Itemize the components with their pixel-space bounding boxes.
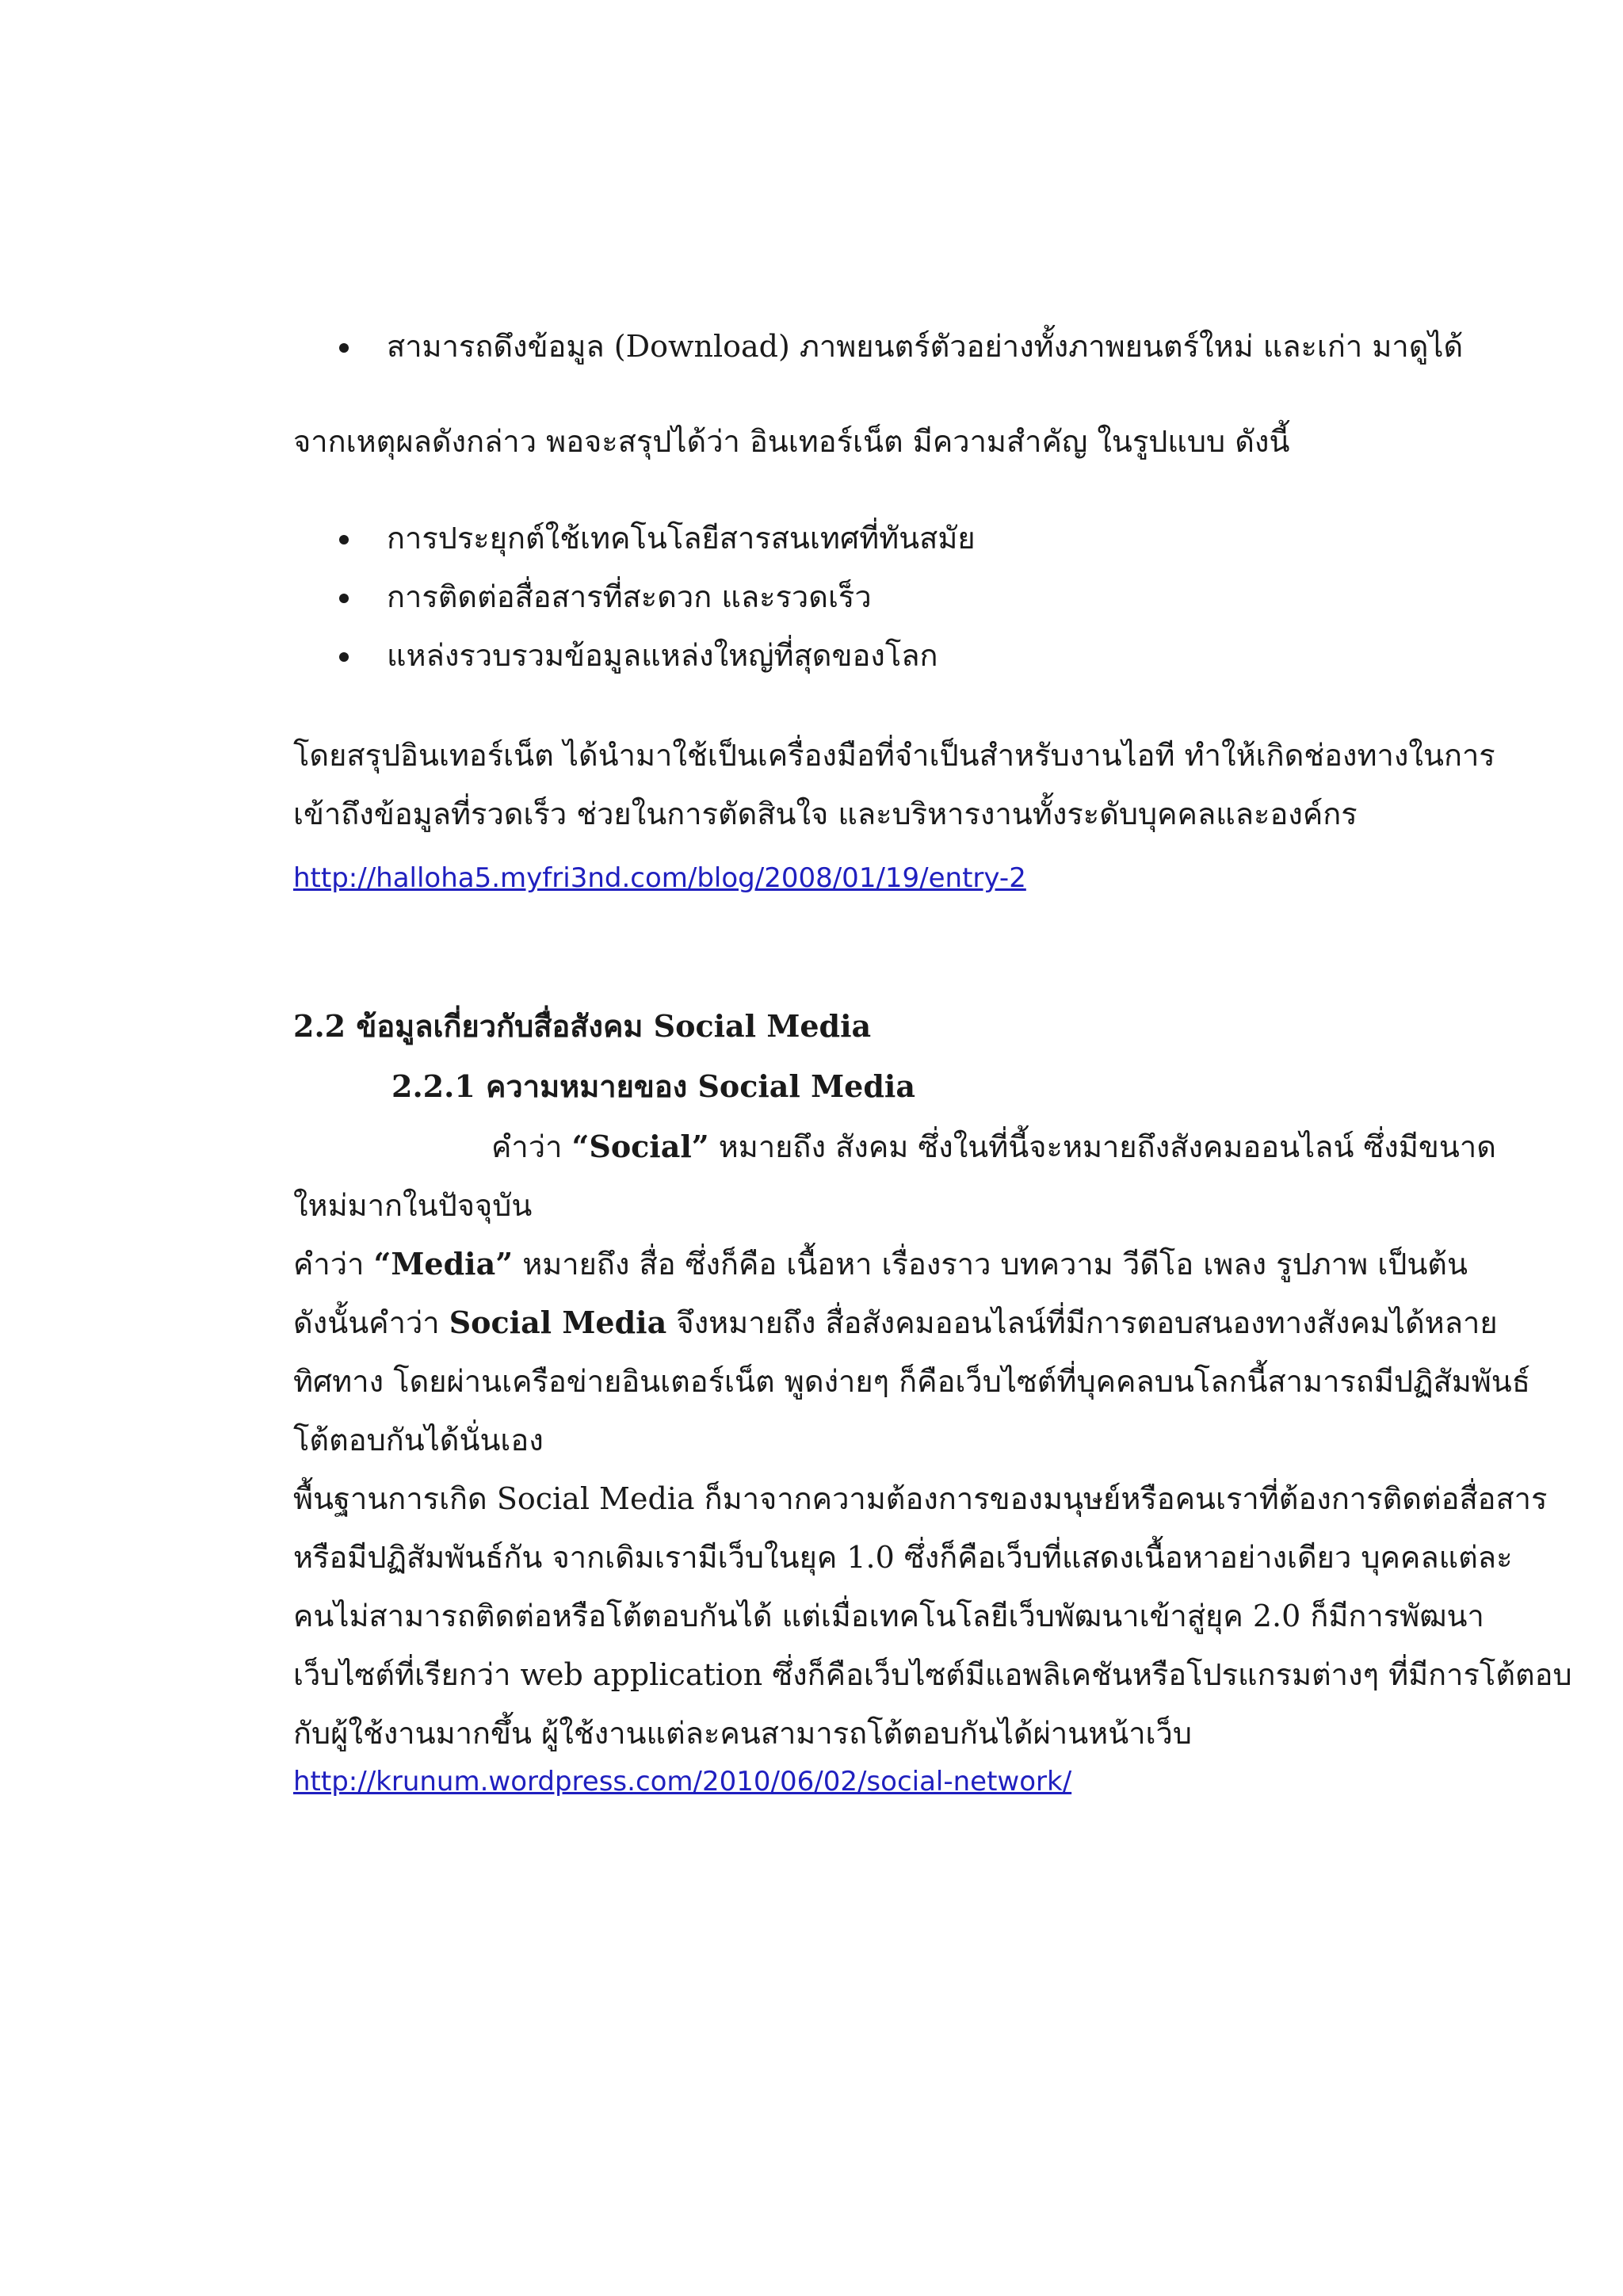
subsection-heading-2-2-1: 2.2.1 ความหมายของ Social Media — [391, 1068, 915, 1104]
bullet-text: การติดต่อสื่อสารที่สะดวก และรวดเร็ว — [387, 579, 872, 614]
background-line-1: พื้นฐานการเกิด Social Media ก็มาจากความต้องการของมนุษย์หรือคนเราที่ต้องการติดต่อสื่อสาร — [293, 1481, 1548, 1516]
intro-summary: จากเหตุผลดังกล่าว พอจะสรุปได้ว่า อินเทอร์เน็ต มีความสำคัญ ในรูปแบบ ดังนี้ — [293, 424, 1290, 459]
bullet-text: สามารถดึงข้อมูล (Download) ภาพยนตร์ตัวอย่างทั้งภาพยนตร์ใหม่ และเก่า มาดูได้ — [387, 329, 1464, 364]
bullet-download — [339, 327, 1463, 366]
background-line-3: คนไม่สามารถติดต่อหรือโต้ตอบกันได้ แต่เมื่อเทคโนโลยีเว็บพัฒนาเข้าสู่ยุค 2.0 ก็มีการพัฒนา — [293, 1599, 1484, 1633]
term-social: “Social” — [571, 1129, 709, 1164]
social-media-definition-line-3: โต้ตอบกันได้นั่นเอง — [293, 1423, 544, 1457]
social-definition-line-2: ใหม่มากในปัจจุบัน — [293, 1188, 533, 1223]
bullet-icon — [339, 343, 349, 353]
bullet-text: แหล่งรวบรวมข้อมูลแหล่งใหญ่ที่สุดของโลก — [387, 638, 938, 673]
social-media-definition-line-1: ดังนั้นคำว่า Social Media จึงหมายถึง สื่อสังคมออนไลน์ที่มีการตอบสนองทางสังคมได้หลาย — [293, 1305, 1498, 1340]
source-link-halloha5[interactable]: http://halloha5.myfri3nd.com/blog/2008/01/19/entry-2 — [293, 862, 1026, 894]
bullet-text: การประยุกต์ใช้เทคโนโลยีสารสนเทศที่ทันสมัย — [387, 521, 976, 556]
bullet-importance-2 — [339, 577, 872, 617]
bullet-importance-3 — [339, 636, 938, 675]
social-media-definition-line-2: ทิศทาง โดยผ่านเครือข่ายอินเตอร์เน็ต พูดง่ายๆ ก็คือเว็บไซต์ที่บุคคลบนโลกนี้สามารถมีปฏิสัมพันธ์ — [293, 1364, 1530, 1399]
media-definition: คำว่า “Media” หมายถึง สื่อ ซึ่งก็คือ เนื้อหา เรื่องราว บทความ วีดีโอ เพลง รูปภาพ เป็นต้น — [293, 1246, 1468, 1282]
social-definition-line-1: คำว่า “Social” หมายถึง สังคม ซึ่งในที่นี้จะหมายถึงสังคมออนไลน์ ซึ่งมีขนาด — [491, 1129, 1496, 1164]
bullet-icon — [339, 594, 349, 603]
conclusion-line-1: โดยสรุปอินเทอร์เน็ต ได้นำมาใช้เป็นเครื่องมือที่จำเป็นสำหรับงานไอที ทำให้เกิดช่องทางในการ — [293, 738, 1495, 773]
background-line-2: หรือมีปฏิสัมพันธ์กัน จากเดิมเรามีเว็บในยุค 1.0 ซึ่งก็คือเว็บที่แสดงเนื้อหาอย่างเดียว บุคคลแต่ละ — [293, 1540, 1513, 1575]
term-media: “Media” — [373, 1246, 514, 1282]
source-link-krunum[interactable]: http://krunum.wordpress.com/2010/06/02/social-network/ — [293, 1766, 1072, 1797]
bullet-icon — [339, 652, 349, 662]
background-line-4: เว็บไซต์ที่เรียกว่า web application ซึ่งก็คือเว็บไซต์มีแอพลิเคชันหรือโปรแกรมต่างๆ ที่มีการโต้ตอบ — [293, 1657, 1572, 1692]
background-line-5: กับผู้ใช้งานมากขึ้น ผู้ใช้งานแต่ละคนสามารถโต้ตอบกันได้ผ่านหน้าเว็บ — [293, 1716, 1192, 1751]
conclusion-line-2: เข้าถึงข้อมูลที่รวดเร็ว ช่วยในการตัดสินใจ และบริหารงานทั้งระดับบุคคลและองค์กร — [293, 797, 1358, 831]
bullet-importance-1 — [339, 518, 976, 558]
bullet-icon — [339, 535, 349, 544]
term-social-media: Social Media — [449, 1305, 667, 1340]
section-heading-2-2: 2.2 ข้อมูลเกี่ยวกับสื่อสังคม Social Media — [293, 1008, 872, 1044]
